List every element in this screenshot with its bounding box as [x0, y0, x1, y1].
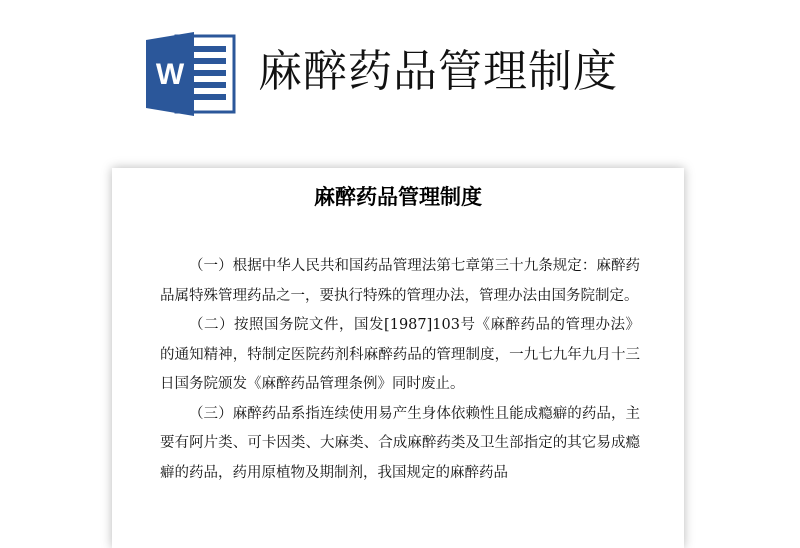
- header-banner: [0, 0, 800, 150]
- paragraph-1: （一）根据中华人民共和国药品管理法第七章第三十九条规定：麻醉药品属特殊管理药品之一，要执行特殊的管理办法，管理办法由国务院制定。: [160, 258, 640, 304]
- word-document-icon: [146, 32, 236, 116]
- document-body: [160, 252, 640, 488]
- document-title: 麻醉药品管理制度: [314, 184, 482, 209]
- paragraph-2: （二）按照国务院文件，国发[1987]103号《麻醉药品的管理办法》的通知精神，特制定医院药剂科麻醉药品的管理制度，一九七九年九月十三日国务院颁发《麻醉药品管理条例》同时废止。: [160, 317, 640, 392]
- word-logo-letter: W: [155, 58, 185, 91]
- document-page: [112, 168, 684, 548]
- paragraph-3: （三）麻醉药品系指连续使用易产生身体依赖性且能成瘾癖的药品，主要有阿片类、可卡因类、大麻类、合成麻醉药类及卫生部指定的其它易成瘾癖的药品，药用原植物及期制剂，我国规定的麻醉药品: [160, 405, 640, 481]
- header-title: 麻醉药品管理制度: [258, 46, 618, 97]
